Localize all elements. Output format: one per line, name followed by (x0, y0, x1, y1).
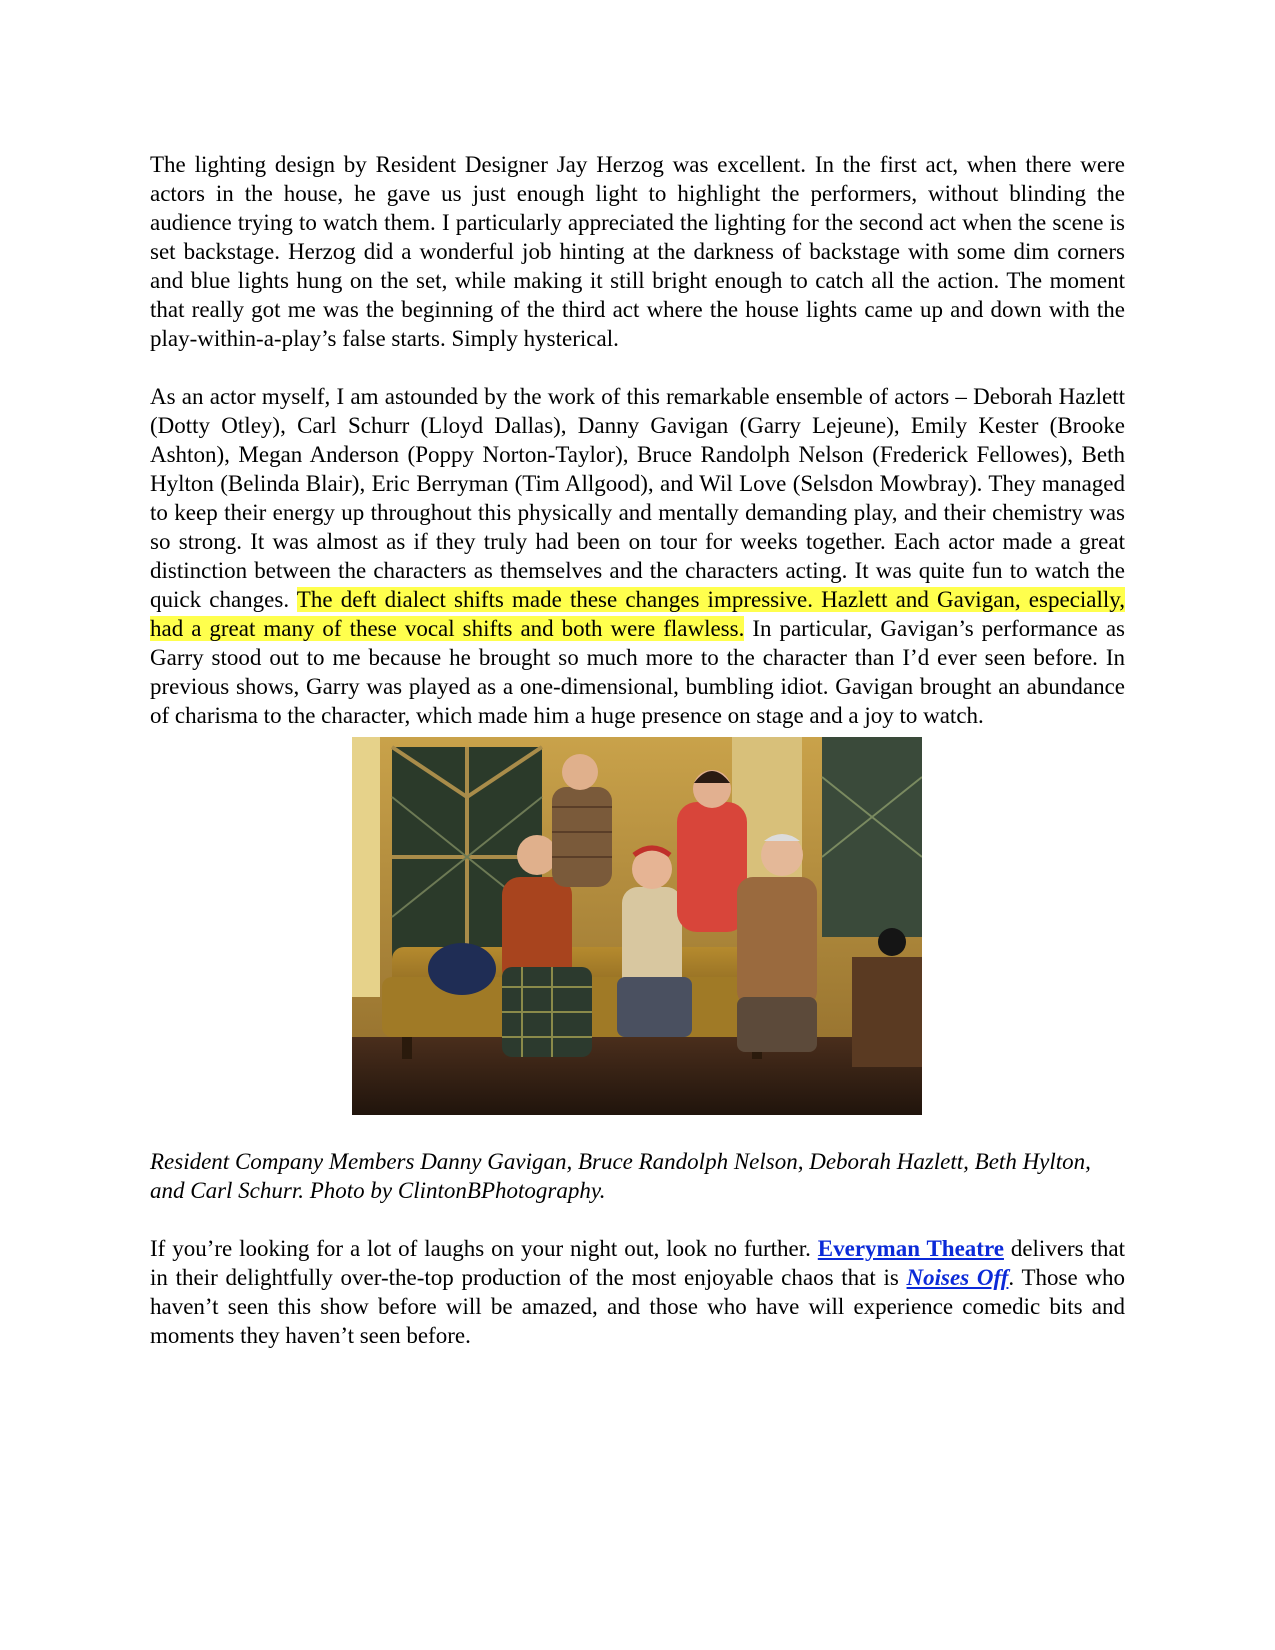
paragraph-ensemble (150, 382, 1125, 730)
everyman-theatre-link[interactable]: Everyman Theatre (817, 1236, 1004, 1261)
ensemble-text: As an actor myself, I am astounded by the work of this remarkable ensemble of actors – Deborah Hazlett (Dotty Otley), Carl Schurr (Lloyd Dallas), Danny Gavigan (Garry Lejeune), Emily Kester (Brooke Ashton), Megan Anderson (Poppy Norton-Taylor), Bruce Randolph Nelson (Frederick Fellowes), Beth Hylton (Belinda Blair), Eric Berryman (Tim Allgood), and Wil Love (Selsdon Mowbray). They managed to keep their energy up throughout this physically and mentally demanding play, and their chemistry was so strong. It was almost as if they truly had been on tour for weeks together. Each actor made a great distinction between the characters as themselves and the characters acting. It was quite fun to watch the quick changes. (150, 384, 1125, 612)
closing-text-middle: delivers that in their delightfully over-the-top production of the most enjoyable chaos that is (150, 1236, 1125, 1290)
noises-off-link[interactable]: Noises Off (906, 1265, 1009, 1290)
highlighted-text: The deft dialect shifts made these changes impressive. Hazlett and Gavigan, especially, had a great many of these vocal shifts and both were flawless. (150, 587, 1126, 641)
closing-text-end: . Those who haven’t seen this show before will be amazed, and those who have will experience comedic bits and moments they haven’t seen before. (150, 1265, 1126, 1348)
photo-container (150, 737, 1125, 1115)
ensemble-text-continued: In particular, Gavigan’s performance as Garry stood out to me because he brought so much more to the character than I’d ever seen before. In previous shows, Garry was played as a one-dimensional, bumbling idiot. Gavigan brought an abundance of charisma to the character, which made him a huge presence on stage and a joy to watch. (150, 616, 1125, 728)
document-page (150, 150, 1125, 1350)
stage-photo (352, 737, 922, 1115)
photo-caption: Resident Company Members Danny Gavigan, Bruce Randolph Nelson, Deborah Hazlett, Beth Hylton, and Carl Schurr. Photo by ClintonBPhotography. (150, 1149, 1091, 1203)
closing-text: If you’re looking for a lot of laughs on your night out, look no further. (150, 1236, 818, 1261)
paragraph-lighting: The lighting design by Resident Designer Jay Herzog was excellent. In the first act, when there were actors in the house, he gave us just enough light to highlight the performers, without blinding the audience trying to watch them. I particularly appreciated the lighting for the second act when the scene is set backstage. Herzog did a wonderful job hinting at the darkness of backstage with some dim corners and blue lights hung on the set, while making it still bright enough to catch all the action. The moment that really got me was the beginning of the third act where the house lights came up and down with the play-within-a-play’s false starts. Simply hysterical. (150, 152, 1125, 351)
paragraph-closing (150, 1234, 1125, 1350)
